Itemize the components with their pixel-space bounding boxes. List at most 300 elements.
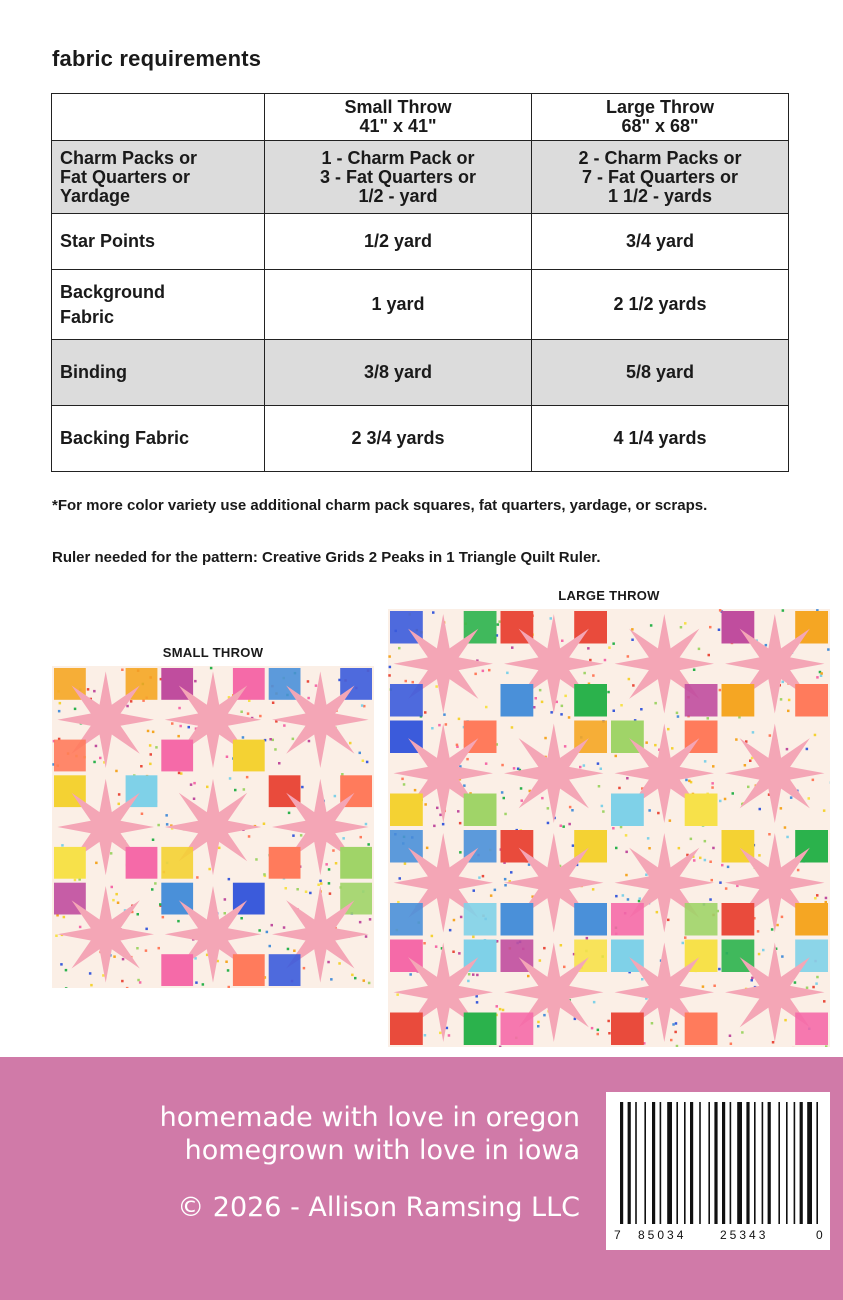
sprinkle: [667, 919, 670, 922]
charm-square: [574, 684, 607, 717]
sprinkle: [60, 963, 63, 966]
sprinkle: [825, 897, 828, 900]
sprinkle: [115, 770, 118, 773]
sprinkle: [625, 834, 628, 837]
row-label: Backing Fabric: [52, 406, 265, 472]
sprinkle: [769, 734, 772, 737]
sprinkle: [439, 814, 442, 817]
barcode-bar: [628, 1102, 631, 1224]
barcode-bar: [786, 1102, 788, 1224]
sprinkle: [89, 972, 92, 975]
charm-square: [340, 847, 372, 879]
charm-square: [685, 903, 718, 936]
charm-square: [390, 903, 423, 936]
sprinkle: [118, 803, 121, 806]
star-block: [504, 724, 604, 824]
small-throw-value: 1 - Charm Pack or 3 - Fat Quarters or 1/2 - yard: [265, 141, 532, 214]
sprinkle: [684, 936, 687, 939]
sprinkle: [130, 700, 133, 703]
charm-square: [161, 847, 193, 879]
small-throw-quilt-image: [52, 666, 374, 988]
barcode-bar: [807, 1102, 812, 1224]
large-throw-value: 2 1/2 yards: [532, 270, 789, 340]
sprinkle: [693, 669, 696, 672]
sprinkle: [676, 712, 679, 715]
sprinkle: [671, 747, 674, 750]
sprinkle: [615, 847, 618, 850]
charm-square: [611, 794, 644, 827]
charm-square: [795, 1013, 828, 1046]
table-header-row: [52, 94, 789, 141]
sprinkle: [389, 666, 392, 669]
sprinkle: [139, 981, 142, 984]
sprinkle: [641, 978, 644, 981]
charm-square: [501, 903, 534, 936]
barcode-bar: [684, 1102, 686, 1224]
sprinkle: [713, 985, 716, 988]
sprinkle: [149, 744, 152, 747]
sprinkle: [814, 897, 817, 900]
sprinkle: [59, 702, 62, 705]
sprinkle: [711, 879, 714, 882]
sprinkle: [152, 731, 155, 734]
sprinkle: [414, 789, 417, 792]
sprinkle: [478, 876, 481, 879]
charm-square: [233, 740, 265, 772]
sprinkle: [670, 1039, 673, 1042]
sprinkle: [283, 724, 286, 727]
sprinkle: [718, 629, 721, 632]
sprinkle: [193, 782, 196, 785]
charm-square: [161, 954, 193, 986]
sprinkle: [354, 977, 357, 980]
sprinkle: [598, 785, 601, 788]
barcode-bar: [699, 1102, 701, 1224]
charm-square: [611, 1013, 644, 1046]
sprinkle: [744, 764, 747, 767]
sprinkle: [547, 822, 550, 825]
sprinkle: [307, 680, 310, 683]
sprinkle: [816, 676, 819, 679]
sprinkle: [309, 892, 312, 895]
sprinkle: [794, 981, 797, 984]
sprinkle: [622, 894, 625, 897]
barcode-digit-first: 7: [614, 1228, 621, 1242]
sprinkle: [424, 711, 427, 714]
sprinkle: [618, 787, 621, 790]
sprinkle: [786, 836, 789, 839]
charm-square: [611, 903, 644, 936]
sprinkle: [496, 1005, 499, 1008]
sprinkle: [564, 695, 567, 698]
sprinkle: [240, 917, 243, 920]
sprinkle: [541, 797, 544, 800]
sprinkle: [126, 987, 128, 988]
sprinkle: [154, 882, 157, 885]
barcode-bar: [762, 1102, 764, 1224]
sprinkle: [698, 648, 701, 651]
color-variety-note: *For more color variety use additional charm pack squares, fat quarters, yardage, or scraps.: [52, 497, 708, 514]
sprinkle: [654, 744, 657, 747]
sprinkle: [162, 916, 165, 919]
sprinkle: [292, 738, 295, 741]
sprinkle: [583, 672, 586, 675]
sprinkle: [752, 731, 755, 734]
sprinkle: [541, 701, 544, 704]
sprinkle: [338, 962, 341, 965]
sprinkle: [412, 681, 415, 684]
sprinkle: [456, 744, 459, 747]
sprinkle: [121, 669, 124, 672]
sprinkle: [784, 1019, 787, 1022]
sprinkle: [458, 952, 461, 955]
sprinkle: [362, 760, 365, 763]
sprinkle: [628, 678, 631, 681]
sprinkle: [341, 773, 344, 776]
charm-square: [161, 740, 193, 772]
sprinkle: [787, 710, 790, 713]
star-block: [725, 724, 825, 824]
sprinkle: [178, 707, 181, 710]
barcode-bar: [722, 1102, 725, 1224]
sprinkle: [533, 706, 536, 709]
sprinkle: [704, 859, 707, 862]
sprinkle: [342, 837, 345, 840]
sprinkle: [227, 969, 230, 972]
sprinkle: [263, 873, 266, 876]
sprinkle: [476, 974, 479, 977]
sprinkle: [65, 987, 68, 988]
sprinkle: [721, 864, 724, 867]
sprinkle: [320, 882, 323, 885]
sprinkle: [150, 753, 153, 756]
sprinkle: [672, 1023, 675, 1025]
sprinkle: [806, 987, 809, 990]
sprinkle: [140, 765, 143, 768]
sprinkle: [592, 674, 595, 677]
sprinkle: [177, 735, 180, 738]
header-large-throw: Large Throw 68" x 68": [532, 94, 789, 141]
sprinkle: [398, 647, 401, 650]
sprinkle: [572, 844, 575, 847]
barcode-bar: [714, 1102, 717, 1224]
table-row: [52, 406, 789, 472]
sprinkle: [433, 825, 436, 828]
sprinkle: [248, 700, 251, 703]
sprinkle: [93, 690, 96, 693]
sprinkle: [709, 861, 712, 864]
barcode-digits-right: 25343: [720, 1228, 769, 1242]
sprinkle: [259, 715, 262, 718]
sprinkle: [782, 609, 785, 612]
charm-square: [269, 847, 301, 879]
sprinkle: [780, 807, 783, 810]
sprinkle: [741, 1031, 744, 1034]
sprinkle: [808, 797, 811, 800]
sprinkle: [780, 698, 783, 701]
charm-square: [722, 903, 755, 936]
row-label: Background Fabric: [52, 270, 265, 340]
sprinkle: [812, 779, 815, 782]
sprinkle: [506, 672, 509, 675]
sprinkle: [195, 981, 198, 984]
sprinkle: [711, 782, 714, 785]
ruler-note: Ruler needed for the pattern: Creative Grids 2 Peaks in 1 Triangle Quilt Ruler.: [52, 549, 601, 566]
sprinkle: [458, 718, 461, 721]
sprinkle: [539, 689, 542, 692]
sprinkle: [765, 644, 768, 647]
sprinkle: [423, 942, 426, 945]
sprinkle: [638, 900, 641, 903]
sprinkle: [482, 670, 485, 673]
sprinkle: [651, 1022, 654, 1025]
sprinkle: [315, 684, 318, 687]
sprinkle: [285, 887, 288, 890]
barcode-bar: [768, 1102, 771, 1224]
sprinkle: [612, 642, 615, 645]
charm-square: [795, 684, 828, 717]
sprinkle: [274, 748, 277, 751]
sprinkle: [149, 763, 152, 766]
sprinkle: [718, 968, 721, 971]
sprinkle: [293, 950, 296, 953]
sprinkle: [782, 681, 785, 684]
sprinkle: [288, 812, 291, 815]
sprinkle: [627, 655, 630, 658]
sprinkle: [303, 967, 306, 970]
sprinkle: [537, 1025, 540, 1028]
sprinkle: [768, 833, 771, 836]
charm-square: [390, 684, 423, 717]
sprinkle: [396, 993, 399, 996]
charm-square: [685, 794, 718, 827]
sprinkle: [360, 836, 363, 839]
sprinkle: [234, 789, 237, 792]
sprinkle: [95, 862, 98, 865]
sprinkle: [501, 791, 504, 794]
sprinkle: [586, 937, 589, 940]
sprinkle: [625, 851, 628, 854]
sprinkle: [709, 626, 712, 629]
sprinkle: [719, 800, 722, 803]
sprinkle: [712, 847, 715, 850]
sprinkle: [196, 876, 199, 879]
large-throw-value: 4 1/4 yards: [532, 406, 789, 472]
sprinkle: [367, 843, 370, 846]
sprinkle: [473, 889, 476, 892]
sprinkle: [771, 928, 774, 931]
sprinkle: [607, 1020, 610, 1023]
sprinkle: [544, 737, 547, 740]
charm-square: [269, 954, 301, 986]
sprinkle: [725, 887, 728, 890]
large-throw-value: 3/4 yard: [532, 214, 789, 270]
sprinkle: [597, 1029, 600, 1032]
sprinkle: [255, 858, 258, 861]
sprinkle: [816, 894, 819, 897]
sprinkle: [328, 882, 331, 885]
sprinkle: [488, 669, 491, 672]
sprinkle: [329, 892, 332, 895]
table-row: [52, 340, 789, 406]
charm-square: [722, 684, 755, 717]
sprinkle: [448, 1034, 451, 1037]
sprinkle: [823, 809, 826, 812]
charm-square: [501, 1013, 534, 1046]
sprinkle: [121, 980, 124, 983]
sprinkle: [178, 772, 181, 775]
sprinkle: [325, 863, 328, 866]
sprinkle: [704, 840, 707, 843]
sprinkle: [351, 974, 354, 977]
table-row: [52, 141, 789, 214]
sprinkle: [459, 851, 462, 854]
sprinkle: [226, 756, 229, 759]
sprinkle: [562, 825, 565, 828]
sprinkle: [592, 888, 595, 891]
sprinkle: [459, 822, 462, 825]
sprinkle: [632, 684, 635, 687]
sprinkle: [79, 926, 82, 929]
sprinkle: [499, 1008, 502, 1011]
barcode-digits-left: 85034: [638, 1228, 687, 1242]
barcode-bar: [660, 1102, 662, 1224]
small-throw-value: 1 yard: [265, 270, 532, 340]
footer-oregon-line: homemade with love in oregon: [159, 1102, 580, 1133]
sprinkle: [95, 745, 98, 748]
sprinkle: [759, 808, 762, 811]
sprinkle: [727, 866, 730, 869]
barcode-bar: [676, 1102, 678, 1224]
sprinkle: [317, 884, 320, 887]
sprinkle: [640, 708, 643, 711]
sprinkle: [685, 779, 688, 782]
sprinkle: [177, 920, 180, 923]
sprinkle: [680, 626, 683, 629]
sprinkle: [631, 639, 634, 642]
charm-square: [574, 903, 607, 936]
sprinkle: [63, 916, 66, 919]
small-throw-value: 2 3/4 yards: [265, 406, 532, 472]
sprinkle: [243, 788, 246, 791]
sprinkle: [365, 935, 368, 938]
sprinkle: [820, 675, 823, 678]
sprinkle: [708, 654, 711, 657]
sprinkle: [613, 710, 616, 713]
charm-square: [390, 1013, 423, 1046]
sprinkle: [58, 710, 61, 713]
sprinkle: [453, 919, 456, 922]
sprinkle: [467, 980, 470, 983]
sprinkle: [735, 738, 738, 741]
sprinkle: [497, 623, 500, 626]
sprinkle: [438, 724, 441, 727]
sprinkle: [784, 826, 787, 829]
star-block: [57, 886, 154, 983]
sprinkle: [366, 761, 369, 764]
sprinkle: [466, 758, 469, 761]
sprinkle: [608, 646, 611, 649]
sprinkle: [568, 823, 571, 826]
sprinkle: [682, 942, 685, 945]
charm-square: [501, 684, 534, 717]
sprinkle: [543, 1014, 546, 1017]
sprinkle: [535, 697, 538, 700]
sprinkle: [560, 713, 563, 716]
sprinkle: [561, 705, 564, 708]
sprinkle: [820, 672, 823, 675]
sprinkle: [301, 786, 304, 789]
sprinkle: [485, 706, 488, 709]
sprinkle: [693, 859, 696, 862]
sprinkle: [814, 734, 817, 737]
sprinkle: [560, 944, 563, 947]
sprinkle: [504, 813, 507, 816]
sprinkle: [527, 975, 530, 978]
sprinkle: [110, 852, 113, 855]
barcode-bar: [620, 1102, 623, 1224]
sprinkle: [504, 884, 507, 887]
sprinkle: [608, 1032, 611, 1035]
charm-square: [685, 1013, 718, 1046]
sprinkle: [300, 834, 303, 837]
sprinkle: [675, 1022, 678, 1024]
sprinkle: [141, 813, 144, 816]
sprinkle: [612, 827, 615, 830]
sprinkle: [283, 926, 286, 929]
sprinkle: [560, 825, 563, 828]
sprinkle: [457, 810, 460, 813]
sprinkle: [707, 717, 710, 720]
sprinkle: [431, 727, 434, 730]
sprinkle: [361, 704, 364, 707]
sprinkle: [511, 646, 514, 649]
sprinkle: [136, 947, 139, 950]
sprinkle: [111, 886, 114, 889]
sprinkle: [218, 847, 221, 850]
sprinkle: [550, 711, 553, 714]
sprinkle: [781, 955, 784, 958]
barcode-bar: [690, 1102, 693, 1224]
sprinkle: [510, 871, 513, 874]
sprinkle: [812, 986, 815, 989]
sprinkle: [712, 765, 715, 768]
sprinkle: [539, 959, 542, 962]
barcode-bar: [708, 1102, 710, 1224]
sprinkle: [511, 726, 514, 729]
charm-square: [685, 684, 718, 717]
sprinkle: [368, 982, 371, 985]
sprinkle: [435, 945, 438, 948]
sprinkle: [431, 935, 434, 938]
sprinkle: [246, 776, 249, 779]
sprinkle: [521, 799, 524, 802]
header-empty-cell: [52, 94, 265, 141]
sprinkle: [615, 895, 618, 898]
sprinkle: [669, 819, 672, 822]
sprinkle: [206, 786, 209, 789]
sprinkle: [229, 777, 232, 780]
sprinkle: [601, 805, 604, 808]
copyright-text: © 2026 - Allison Ramsing LLC: [177, 1192, 580, 1223]
sprinkle: [625, 874, 628, 877]
sprinkle: [305, 891, 308, 894]
sprinkle: [593, 1001, 596, 1004]
sprinkle: [823, 1000, 826, 1003]
sprinkle: [494, 889, 497, 892]
sprinkle: [543, 947, 546, 950]
header-small-throw: Small Throw 41" x 41": [265, 94, 532, 141]
